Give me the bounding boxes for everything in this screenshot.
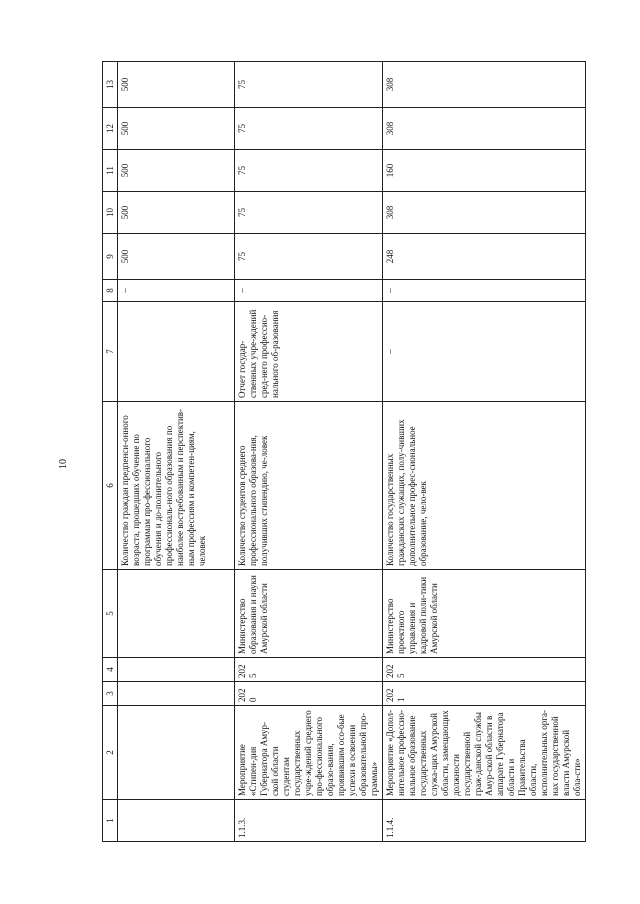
cell-value-13: 500 [118,62,235,108]
cell-end-year [118,658,235,682]
column-header: 6 [103,402,118,570]
cell-value-9: 500 [118,234,235,280]
cell-executor [118,570,235,658]
cell-number: 1.1.4. [383,800,586,842]
cell-end-year: 2025 [235,658,383,682]
cell-value-10: 308 [383,192,586,234]
cell-value-10: 75 [235,192,383,234]
cell-report: Отчет государ-ственных учре-ждений сред-него профессио-нального об-разования [235,302,383,402]
program-measures-table [102,61,586,842]
column-header: 5 [103,570,118,658]
column-header: 11 [103,150,118,192]
column-header: 8 [103,280,118,302]
cell-executor: Министерство образования и науки Амурской области [235,570,383,658]
cell-number [118,800,235,842]
cell-executor: Министерство проектного управления и кадровой поли-тики Амурской области [383,570,586,658]
cell-value-11: 75 [235,150,383,192]
cell-value-10: 500 [118,192,235,234]
cell-measure-name [118,706,235,800]
column-header: 3 [103,682,118,706]
cell-indicator: Количество студентов среднего профессионального образова-ния, получивших стипендию, че-ловек [235,402,383,570]
cell-measure-name: Мероприятие «Стипен-дия Губернатора Амур-ской области студентам государственных учре-ждений среднего про-фессионального образо-вания, проявившим осо-бые успехи в освоении образовательной про-граммы» [235,706,383,800]
cell-number: 1.1.3. [235,800,383,842]
column-header: 12 [103,108,118,150]
cell-value-12: 75 [235,108,383,150]
cell-start-year [118,682,235,706]
cell-value-12: 500 [118,108,235,150]
table-area [102,62,582,842]
cell-value-8: – [118,280,235,302]
column-header: 4 [103,658,118,682]
cell-value-11: 160 [383,150,586,192]
column-header: 9 [103,234,118,280]
column-header: 7 [103,302,118,402]
table-row [383,62,586,842]
column-header: 13 [103,62,118,108]
cell-report: – [383,302,586,402]
cell-value-13: 308 [383,62,586,108]
cell-start-year: 2021 [383,682,586,706]
cell-report [118,302,235,402]
cell-indicator: Количество государственных гражданских служащих, полу-чивших дополнительное профес-сиональное образование, чело-век [383,402,586,570]
cell-value-13: 75 [235,62,383,108]
cell-value-8: – [235,280,383,302]
cell-value-12: 308 [383,108,586,150]
cell-value-11: 500 [118,150,235,192]
page-number: 10 [58,459,69,469]
column-header: 10 [103,192,118,234]
table-row [235,62,383,842]
header-row [103,62,118,842]
cell-start-year: 2020 [235,682,383,706]
cell-value-9: 248 [383,234,586,280]
cell-value-8: – [383,280,586,302]
table-row [118,62,235,842]
cell-value-9: 75 [235,234,383,280]
column-header: 1 [103,800,118,842]
cell-end-year: 2025 [383,658,586,682]
cell-indicator: Количество граждан предпенси-онного возраста, прошедших обучение по программам про-фессионального обучения и до-полнительного профессиональ-ного образования по наиболее востребованным и перспектив-ным профессиям и компетен-циям, человек [118,402,235,570]
rotated-table-wrapper [102,62,582,842]
cell-measure-name: Мероприятие «Допол-нительное профессио-нальное образование государственных служа-щих Амурской области, замещающих должности государственной граж-данской службы Амур-ской области в аппарате Губернатора области и Правительства области, исполнительных орга-нах государственной власти Амурской обла-сти» [383,706,586,800]
column-header: 2 [103,706,118,800]
